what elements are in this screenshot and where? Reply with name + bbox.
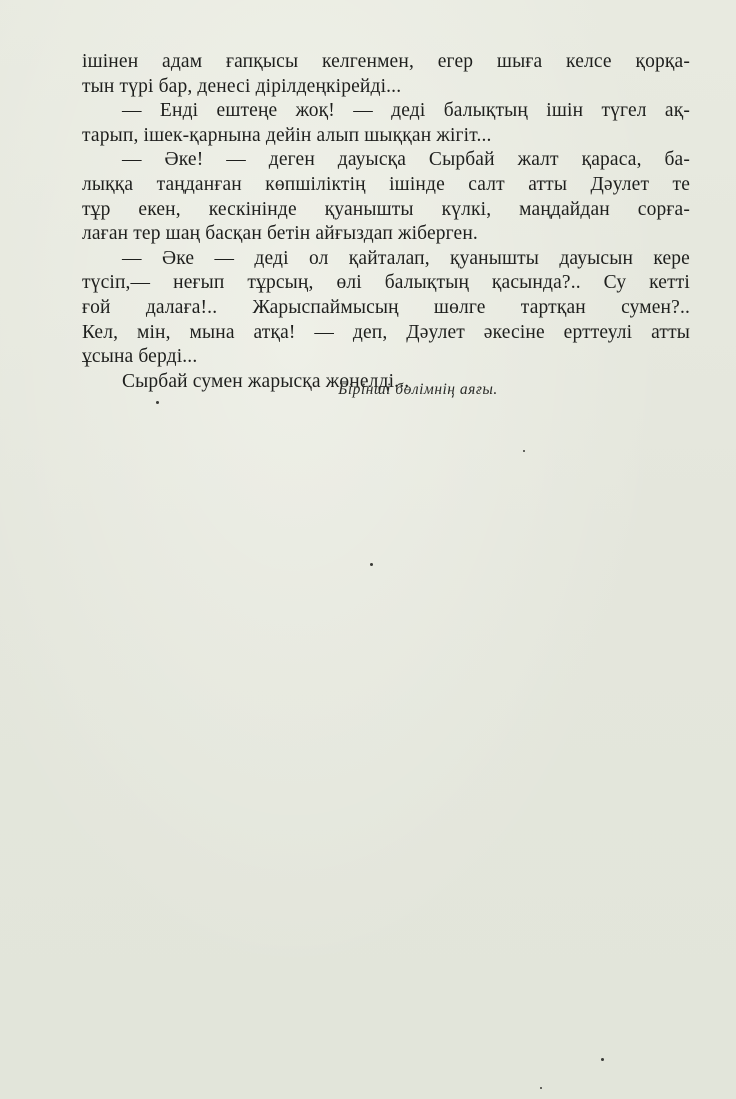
text-line-13: ұсына берді... [82, 346, 198, 368]
text-line-4: тарып, ішек-қарнына дейін алып шыққан жігіт... [82, 124, 492, 146]
text-line-8: лаған тер шаң басқан бетін айғыздап жіберген. [82, 223, 478, 245]
text-line-10: түсіп,— неғып тұрсың, өлі балықтың қасында?.. Су кетті [82, 272, 690, 294]
text-line-11: ғой далаға!.. Жарыспаймысың шөлге тартқан сумен?.. [82, 296, 690, 318]
text-line-6: лыққа таңданған көпшіліктің ішінде салт атты Дәулет те [82, 173, 690, 195]
print-speck [601, 1058, 604, 1061]
text-line-9: — Әке — деді ол қайталап, қуанышты дауысын кере [122, 247, 690, 269]
text-line-2: тын түрі бар, денесі дірілдеңкірейді... [82, 75, 402, 97]
body-text [82, 50, 690, 394]
print-speck [523, 450, 525, 452]
text-line-12: Кел, мін, мына атқа! — деп, Дәулет әкесіне ерттеулі атты [82, 321, 690, 343]
section-end-caption: Бірінші бөлімнің аяғы. [338, 381, 498, 398]
text-line-14: Сырбай сумен жарысқа жөнелді... [122, 370, 410, 392]
print-speck [156, 401, 159, 404]
text-line-5: — Әке! — деген дауысқа Сырбай жалт қараса, ба- [122, 149, 690, 171]
text-line-3: — Енді ештеңе жоқ! — деді балықтың ішін түгел ақ- [122, 100, 690, 122]
text-line-1: ішінен адам ғапқысы келгенмен, егер шыға келсе қорқа- [82, 51, 690, 72]
text-line-7: тұр екен, кескінінде қуанышты күлкі, маңдайдан сорға- [82, 198, 690, 220]
print-speck [370, 563, 373, 566]
print-speck [540, 1087, 542, 1089]
